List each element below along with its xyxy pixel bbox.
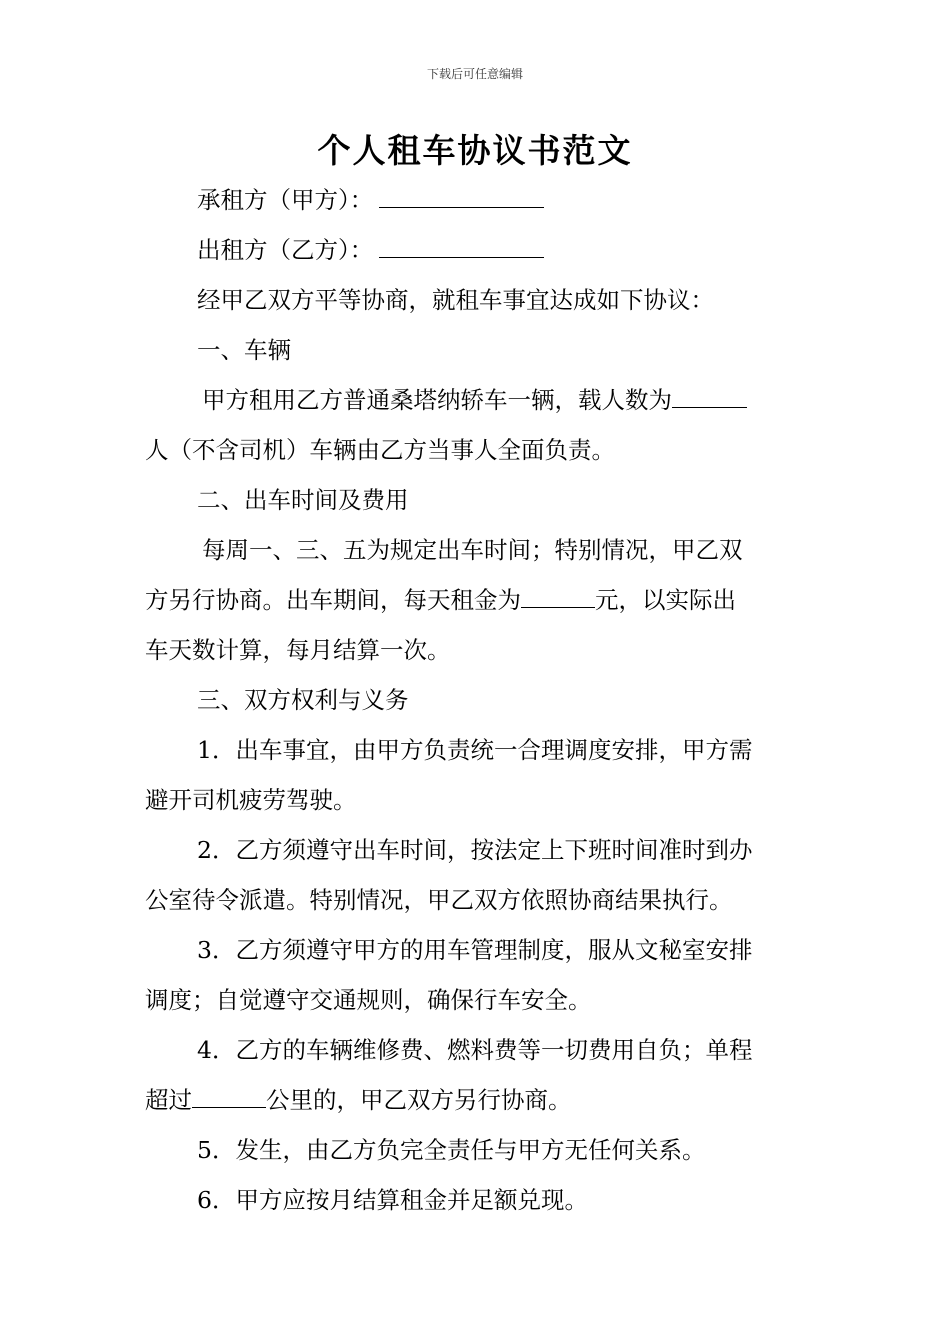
item3-line1: 3．乙方须遵守甲方的用车管理制度，服从文秘室安排: [197, 936, 753, 964]
section1-line1-text: 甲方租用乙方普通桑塔纳轿车一辆，载人数为: [202, 386, 672, 414]
section2-line2-before: 方另行协商。出车期间，每天租金为: [145, 586, 521, 614]
section3-heading: 三、双方权利与义务: [197, 686, 409, 714]
intro-paragraph: 经甲乙双方平等协商，就租车事宜达成如下协议：: [197, 286, 714, 314]
item6-line: 6．甲方应按月结算租金并足额兑现。: [197, 1186, 588, 1214]
section1-line1: [145, 375, 810, 425]
distance-blank: [192, 1079, 266, 1108]
item5-line: 5．发生，由乙方负完全责任与甲方无任何关系。: [197, 1136, 706, 1164]
section2-line2-after: 元，以实际出: [595, 586, 736, 614]
party-a-blank: [379, 179, 544, 208]
document-body: [145, 175, 810, 1225]
item1-line1: 1．出车事宜，由甲方负责统一合理调度安排，甲方需: [197, 736, 753, 764]
item4-line2-before: 超过: [145, 1086, 192, 1114]
section2-line3: 车天数计算，每月结算一次。: [145, 636, 451, 664]
party-a-label: 承租方（甲方）：: [197, 186, 374, 214]
item2-line1: 2．乙方须遵守出车时间，按法定上下班时间准时到办: [197, 836, 753, 864]
passenger-count-blank: [672, 379, 747, 408]
party-b-label: 出租方（乙方）：: [197, 236, 374, 264]
item4-line2: [145, 1075, 810, 1125]
party-a-line: [145, 175, 810, 225]
party-b-blank: [379, 229, 544, 258]
section2-line2: [145, 575, 810, 625]
item2-line2: 公室待令派遣。特别情况，甲乙双方依照协商结果执行。: [145, 886, 733, 914]
section1-line2: 人（不含司机）车辆由乙方当事人全面负责。: [145, 436, 615, 464]
item4-line1: 4．乙方的车辆维修费、燃料费等一切费用自负；单程: [197, 1036, 753, 1064]
party-b-line: [145, 225, 810, 275]
daily-rent-blank: [521, 579, 595, 608]
header-note: 下载后可任意编辑: [426, 67, 523, 81]
document-title: 个人租车协议书范文: [317, 131, 633, 170]
item1-line2: 避开司机疲劳驾驶。: [145, 786, 357, 814]
item3-line2: 调度；自觉遵守交通规则，确保行车安全。: [145, 986, 592, 1014]
section2-line1: 每周一、三、五为规定出车时间；特别情况，甲乙双: [202, 536, 743, 564]
item4-line2-after: 公里的，甲乙双方另行协商。: [266, 1086, 572, 1114]
section2-heading: 二、出车时间及费用: [197, 486, 409, 514]
section1-heading: 一、车辆: [197, 336, 291, 364]
